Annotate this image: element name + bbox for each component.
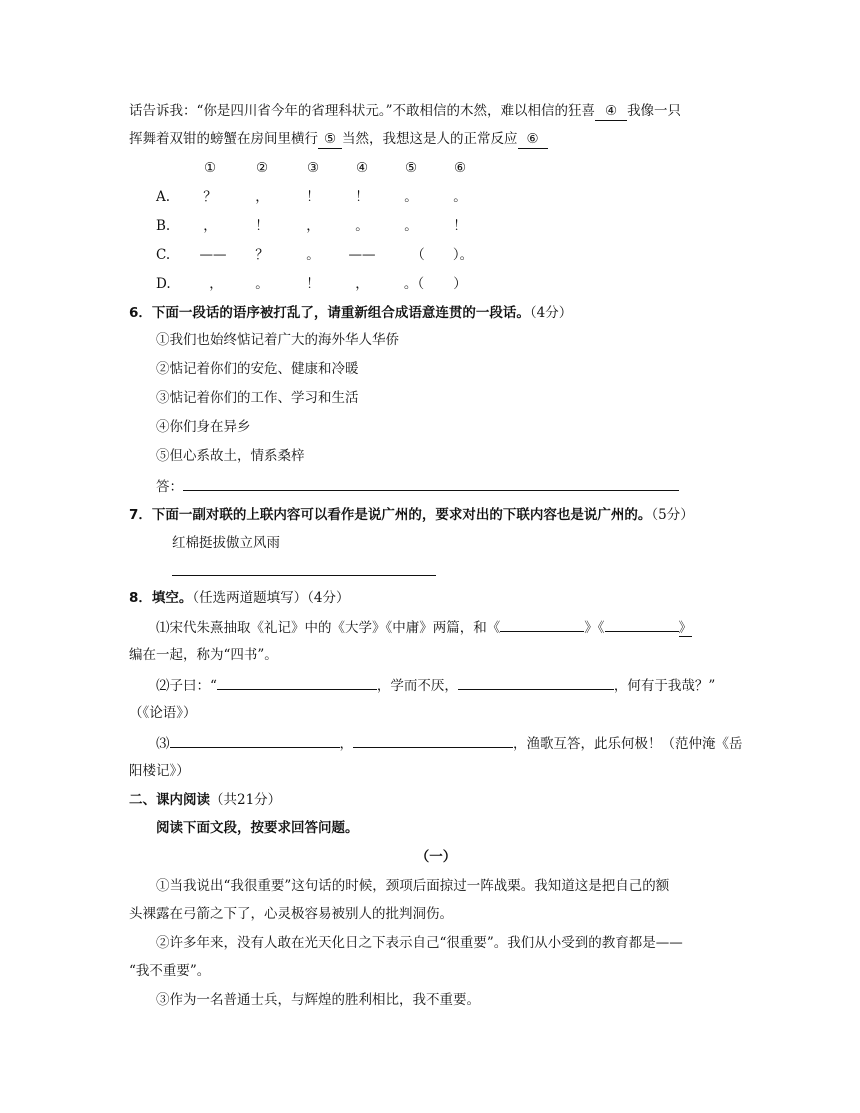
option-cell: ， bbox=[255, 189, 269, 205]
list-item: ②惦记着你们的安危、健康和冷暖 bbox=[156, 361, 359, 377]
col-header-2: ② bbox=[255, 160, 269, 176]
q7-answer-blank[interactable] bbox=[172, 575, 436, 576]
option-cell: ， bbox=[203, 218, 217, 234]
blank-4[interactable]: ④ bbox=[595, 102, 627, 121]
option-cell: ， bbox=[306, 218, 320, 234]
option-cell: 。 bbox=[404, 189, 418, 205]
option-cell: ！ bbox=[255, 218, 269, 234]
option-cell: ！ bbox=[355, 189, 369, 205]
q6-answer-line: 答： bbox=[156, 476, 679, 497]
q8-blank-1a[interactable] bbox=[500, 617, 584, 632]
option-cell: ， bbox=[209, 276, 223, 292]
list-item: ①我们也始终惦记着广大的海外华人华侨 bbox=[156, 332, 399, 348]
reading-part-heading: （一） bbox=[415, 849, 457, 865]
passage-line-2: 挥舞着双钳的螃蟹在房间里横行 ⑤ 当然，我想这是人的正常反应 ⑥ bbox=[129, 129, 548, 149]
option-cell: 。 bbox=[404, 218, 418, 234]
list-item: ⑤但心系故土，情系桑梓 bbox=[156, 448, 305, 464]
col-header-1: ① bbox=[203, 160, 217, 176]
paragraph-2-line-2: “我不重要”。 bbox=[129, 963, 211, 979]
q8-blank-1b[interactable] bbox=[605, 617, 679, 632]
q8-item-3-cont: 阳楼记》） bbox=[129, 763, 190, 779]
q8-blank-2b[interactable] bbox=[458, 675, 614, 690]
q6-heading: 6．下面一段话的语序被打乱了，请重新组合成语意连贯的一段话。（4分） bbox=[129, 305, 573, 321]
q6-answer-blank[interactable] bbox=[183, 476, 679, 491]
paragraph-1-line-2: 头裸露在弓箭之下了，心灵极容易被别人的批判洞伤。 bbox=[129, 906, 453, 922]
option-cell: ！ bbox=[306, 189, 320, 205]
option-label-a[interactable]: A. bbox=[156, 189, 171, 205]
option-cell: ， bbox=[355, 276, 369, 292]
blank-5[interactable]: ⑤ bbox=[318, 130, 342, 149]
option-cell: 。 bbox=[355, 218, 369, 234]
paragraph-2-line-1: ②许多年来，没有人敢在光天化日之下表示自己“很重要”。我们从小受到的教育都是—— bbox=[156, 935, 683, 951]
option-cell: 。（ bbox=[403, 276, 425, 292]
option-cell: —— bbox=[199, 247, 227, 263]
option-cell: ） bbox=[453, 276, 467, 292]
blank-6[interactable]: ⑥ bbox=[518, 130, 548, 149]
q8-item-3: ⑶ ， ，渔歌互答，此乐何极！（范仲淹《岳 bbox=[156, 733, 743, 754]
section-title: 二、课内阅读（共21分） bbox=[129, 792, 282, 808]
option-label-b[interactable]: B. bbox=[156, 218, 171, 234]
option-cell: 。 bbox=[255, 276, 269, 292]
q8-item-1: ⑴宋代朱熹抽取《礼记》中的《大学》《中庸》两篇，和《 》《 》 bbox=[156, 617, 692, 638]
option-cell: ？ bbox=[203, 189, 217, 205]
col-header-3: ③ bbox=[306, 160, 320, 176]
q8-blank-3a[interactable] bbox=[170, 733, 340, 748]
q8-item-1-cont: 编在一起，称为“四书”。 bbox=[129, 647, 278, 663]
option-cell: （ bbox=[411, 247, 425, 263]
option-label-d[interactable]: D. bbox=[156, 276, 171, 292]
option-cell: ？ bbox=[255, 247, 269, 263]
col-header-5: ⑤ bbox=[404, 160, 418, 176]
option-cell: ！ bbox=[306, 276, 320, 292]
paragraph-1-line-1: ①当我说出“我很重要”这句话的时候，颈项后面掠过一阵战栗。我知道这是把自己的额 bbox=[156, 878, 670, 894]
q7-heading: 7．下面一副对联的上联内容可以看作是说广州的，要求对出的下联内容也是说广州的。（5分） bbox=[129, 507, 694, 523]
q8-blank-3b[interactable] bbox=[353, 733, 513, 748]
option-cell: —— bbox=[348, 247, 376, 263]
option-cell: 。 bbox=[306, 247, 320, 263]
list-item: ③惦记着你们的工作、学习和生活 bbox=[156, 390, 359, 406]
q8-item-2: ⑵子曰：“ ，学而不厌， ，何有于我哉？” bbox=[156, 675, 715, 696]
option-cell: ！ bbox=[453, 218, 467, 234]
q8-item-2-cont: （《论语》） bbox=[129, 705, 197, 721]
list-item: ④你们身在异乡 bbox=[156, 419, 251, 435]
q8-heading: 8．填空。（任选两道题填写）（4分） bbox=[129, 590, 350, 606]
option-label-c[interactable]: C. bbox=[156, 247, 171, 263]
option-cell: 。 bbox=[453, 189, 467, 205]
option-cell: ）。 bbox=[452, 247, 474, 263]
col-header-6: ⑥ bbox=[453, 160, 467, 176]
col-header-4: ④ bbox=[355, 160, 369, 176]
paragraph-3-line-1: ③作为一名普通士兵，与辉煌的胜利相比，我不重要。 bbox=[156, 992, 480, 1008]
reading-instruction: 阅读下面文段，按要求回答问题。 bbox=[156, 820, 359, 836]
passage-line-1: 话告诉我：“你是四川省今年的省理科状元。”不敢相信的木然，难以相信的狂喜 ④ 我像一只 bbox=[129, 103, 682, 119]
q8-blank-2a[interactable] bbox=[217, 675, 377, 690]
q7-couplet: 红棉挺拔傲立风雨 bbox=[172, 535, 280, 551]
